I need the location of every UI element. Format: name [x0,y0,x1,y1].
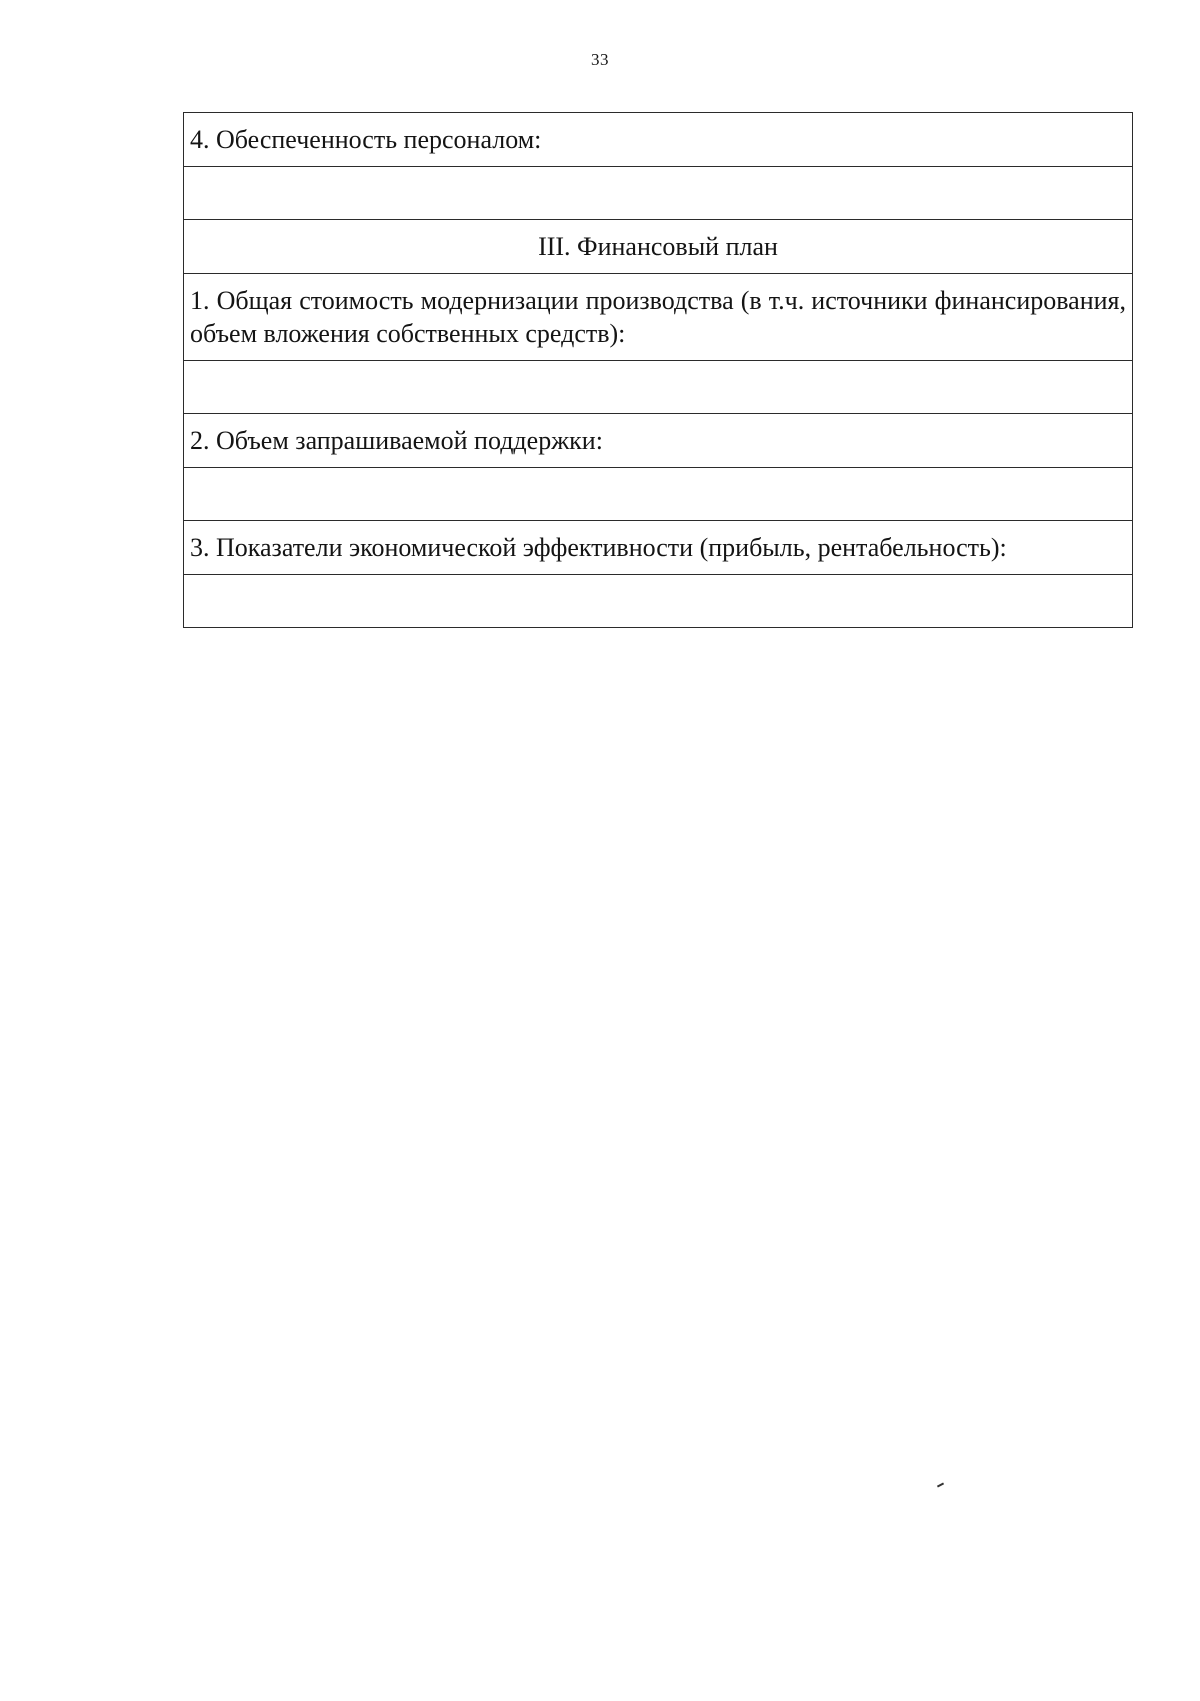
table-row [184,414,1133,468]
requested-support-answer-input[interactable] [184,468,1132,520]
table-row [184,575,1133,628]
table-row [184,113,1133,167]
modernization-cost-answer-cell [184,361,1133,414]
table-row [184,274,1133,361]
requested-support-label: 2. Объем запрашиваемой поддержки: [184,414,1133,468]
table-row [184,361,1133,414]
requested-support-answer-cell [184,468,1133,521]
table-row [184,521,1133,575]
scan-speck-mark [937,1482,944,1487]
economic-efficiency-answer-cell [184,575,1133,628]
table-row [184,468,1133,521]
financial-plan-section-heading: III. Финансовый план [184,220,1133,274]
economic-efficiency-label: 3. Показатели экономической эффективности (прибыль, рентабельность): [184,521,1133,575]
staffing-answer-input[interactable] [184,167,1132,219]
page-number: 33 [591,50,609,69]
staffing-answer-cell [184,167,1133,220]
modernization-cost-label: 1. Общая стоимость модернизации производства (в т.ч. источники финансирования, объем вложения собственных средств): [184,274,1133,361]
economic-efficiency-answer-input[interactable] [184,575,1132,627]
table-row [184,167,1133,220]
business-plan-form-table [183,112,1133,628]
table-row [184,220,1133,274]
staffing-label: 4. Обеспеченность персоналом: [184,113,1133,167]
modernization-cost-answer-input[interactable] [184,361,1132,413]
